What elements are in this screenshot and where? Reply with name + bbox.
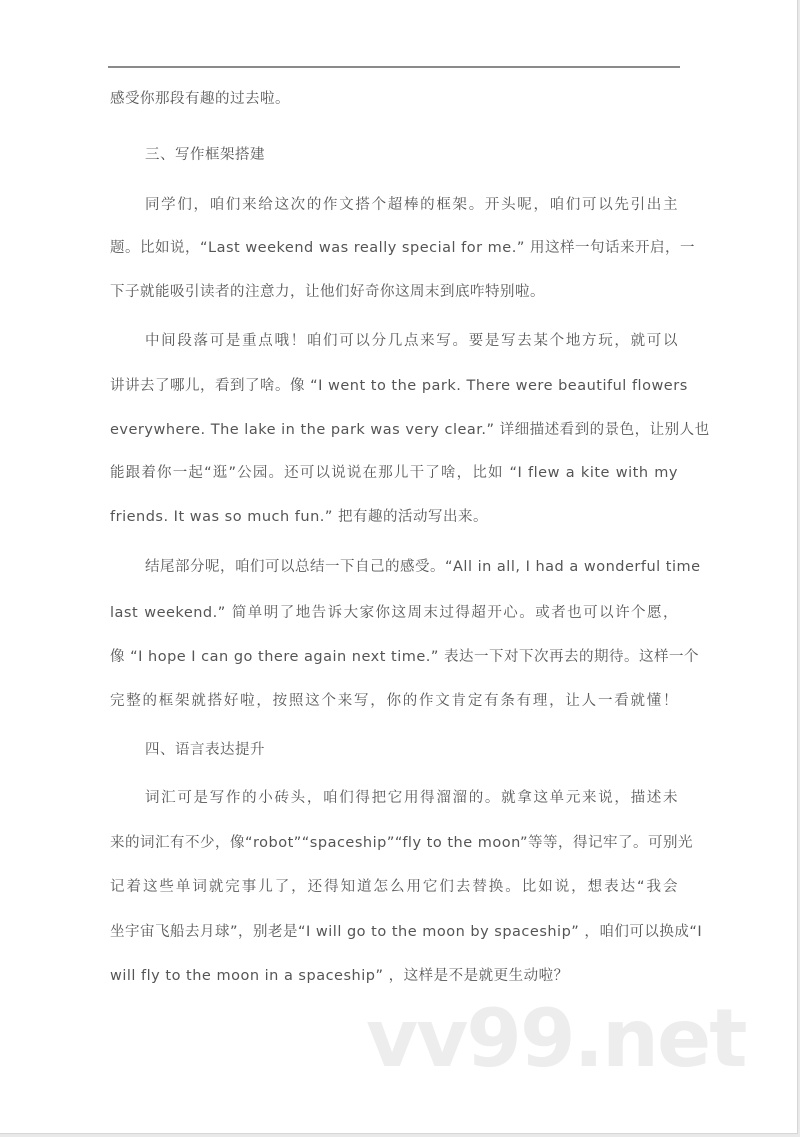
text-line: 坐宇宙飞船去月球”，别老是“I will go to the moon by spaceship” ，咱们可以换成“I [110, 924, 703, 940]
watermark: vv99.net [366, 992, 746, 1085]
text-line: friends. It was so much fun.” 把有趣的活动写出来。 [110, 509, 488, 525]
text-line: 同学们，咱们来给这次的作文搭个超棒的框架。开头呢，咱们可以先引出主 [145, 197, 678, 213]
text-line: 完整的框架就搭好啦，按照这个来写，你的作文肯定有条有理，让人一看就懂！ [110, 693, 678, 709]
text-line: 能跟着你一起“逛”公园。还可以说说在那儿干了啥，比如 “I flew a kite with my [110, 465, 678, 481]
text-line: will fly to the moon in a spaceship” ，这样是不是就更生动啦？ [110, 968, 569, 984]
text-line: 讲讲去了哪儿，看到了啥。像 “I went to the park. There were beautiful flowers [110, 378, 688, 394]
text-line: 感受你那段有趣的过去啦。 [110, 91, 290, 107]
text-line: 下子就能吸引读者的注意力，让他们好奇你这周末到底咋特别啦。 [110, 284, 545, 300]
text-line: 题。比如说，“Last weekend was really special for me.” 用这样一句话来开启，一 [110, 240, 695, 256]
text-line: 中间段落可是重点哦！咱们可以分几点来写。要是写去某个地方玩，就可以 [145, 333, 678, 349]
text-line: last weekend.” 简单明了地告诉大家你这周末过得超开心。或者也可以许个愿， [110, 605, 678, 621]
text-line: 词汇可是写作的小砖头，咱们得把它用得溜溜的。就拿这单元来说，描述未 [145, 790, 678, 806]
section-heading: 三、写作框架搭建 [145, 147, 265, 163]
text-line: everywhere. The lake in the park was very clear.” 详细描述看到的景色，让别人也 [110, 422, 710, 438]
text-line: 像 “I hope I can go there again next time.” 表达一下对下次再去的期待。这样一个 [110, 649, 700, 665]
section-heading: 四、语言表达提升 [145, 742, 265, 758]
text-line: 来的词汇有不少，像“robot”“spaceship”“fly to the moon”等等，得记牢了。可别光 [110, 835, 694, 851]
header-rule [108, 66, 680, 68]
text-line: 记着这些单词就完事儿了，还得知道怎么用它们去替换。比如说，想表达“我会 [110, 879, 678, 895]
text-line: 结尾部分呢，咱们可以总结一下自己的感受。“All in all, I had a wonderful time [145, 559, 701, 575]
